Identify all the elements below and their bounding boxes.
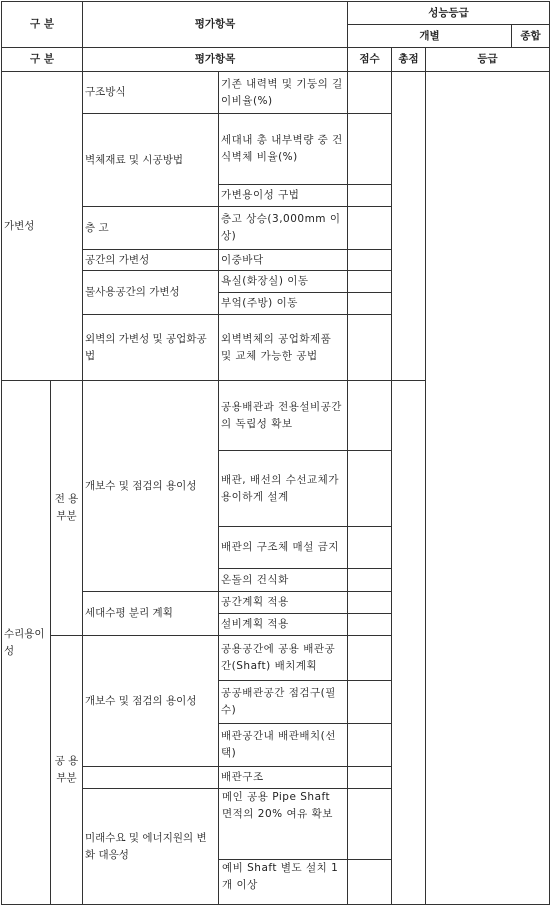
criterion-inspection-hatch: 공공배관공간 점검구(필수): [219, 681, 348, 724]
criterion-shaft-plan: 공용공간에 공용 배관공간(Shaft) 배치계획: [219, 636, 348, 681]
criterion-shaft-area: 메인 공용 Pipe Shaft 면적의 20% 여유 확보: [219, 789, 347, 860]
score-cell: [348, 569, 392, 592]
score-cell: [348, 72, 392, 114]
criterion-floor-height-raise: 층고 상승(3,000mm 이상): [219, 207, 348, 250]
criterion-equipment-plan: 설비계획 적용: [219, 614, 348, 636]
total-score-cell: [392, 381, 426, 905]
score-cell: [348, 681, 392, 724]
item-wet-space-variability: 물사용공간의 가변성: [83, 271, 219, 315]
criterion-space-plan: 공간계획 적용: [219, 592, 348, 614]
score-cell: [348, 527, 392, 569]
score-cell: [348, 185, 392, 207]
category-repairability: 수리용이성: [2, 381, 51, 905]
score-cell: [348, 293, 392, 315]
criterion-double-floor: 이중바닥: [219, 250, 348, 271]
subcategory-private: 전 용 부분: [51, 381, 83, 636]
total-score-cell: [392, 72, 426, 381]
criterion-bathroom-move: 욕실(화장실) 이동: [219, 271, 348, 293]
item-future-demand: 미래수요 및 에너지원의 변화 대응성: [83, 789, 219, 905]
subheader-grade: 등급: [426, 48, 550, 72]
criterion-kitchen-move: 부엌(주방) 이동: [219, 293, 348, 315]
header-overall: 종합: [512, 25, 550, 48]
subcategory-common: 공 용 부분: [51, 636, 83, 905]
item-floor-height: 층 고: [83, 207, 219, 250]
criterion-pipe-structure: 배관구조: [219, 767, 348, 789]
header-performance-grade: 성능등급: [348, 2, 550, 25]
score-cell: [348, 614, 392, 636]
item-maintenance-ease: 개보수 및 점검의 용이성: [83, 381, 219, 592]
subheader-category: 구 분: [2, 48, 83, 72]
criterion-dry-wall-ratio: 세대내 총 내부벽량 중 건식벽체 비율(%): [219, 114, 348, 185]
subheader-evaluation-item: 평가항목: [83, 48, 348, 72]
header-individual: 개별: [348, 25, 512, 48]
item-common-maintenance-ease: 개보수 및 점검의 용이성: [83, 636, 219, 767]
criterion-pipe-replacement-design: 배관, 배선의 수선교체가 용이하게 설계: [219, 451, 348, 527]
item-blank: [83, 767, 219, 789]
score-cell: [348, 860, 391, 904]
criterion-dry-ondol: 온돌의 건식화: [219, 569, 348, 592]
item-household-separation: 세대수평 분리 계획: [83, 592, 219, 636]
score-cell: [348, 315, 392, 381]
category-variability: 가변성: [2, 72, 83, 381]
grade-cell: [426, 72, 550, 905]
evaluation-table: [1, 1, 550, 905]
subheader-score: 점수: [348, 48, 392, 72]
score-cell: [348, 271, 392, 293]
score-cell: [348, 789, 391, 860]
item-space-variability: 공간의 가변성: [83, 250, 219, 271]
criterion-flexible-method: 가변용이성 구법: [219, 185, 348, 207]
item-structure-method: 구조방식: [83, 72, 219, 114]
score-cell: [348, 636, 392, 681]
criterion-pipe-in-space: 배관공간내 배관배치(선택): [219, 724, 348, 767]
item-exterior-wall: 외벽의 가변성 및 공업화공법: [83, 315, 219, 381]
score-cell: [348, 592, 392, 614]
score-cell: [348, 381, 392, 451]
criterion-spare-shaft: 예비 Shaft 별도 설치 1개 이상: [222, 862, 339, 891]
score-cell: [348, 451, 392, 527]
criterion-common-private-pipe-space: 공용배관과 전용설비공간의 독립성 확보: [219, 381, 348, 451]
criterion-no-pipe-in-structure: 배관의 구조체 매설 금지: [219, 527, 348, 569]
criterion-exterior-wall-industrialized: 외벽벽체의 공업화제품 및 교체 가능한 공법: [219, 315, 348, 381]
header-evaluation-item: 평가항목: [83, 2, 348, 48]
score-cell: [348, 724, 392, 767]
score-cell: [348, 207, 392, 250]
score-cell: [348, 114, 392, 185]
subheader-total-score: 총점: [392, 48, 426, 72]
criterion-wall-column-length-ratio: 기존 내력벽 및 기둥의 길이비율(%): [219, 72, 348, 114]
score-cell: [348, 250, 392, 271]
header-category: 구 분: [2, 2, 83, 48]
score-cell: [348, 767, 392, 789]
item-wall-material-method: 벽체재료 및 시공방법: [83, 114, 219, 207]
